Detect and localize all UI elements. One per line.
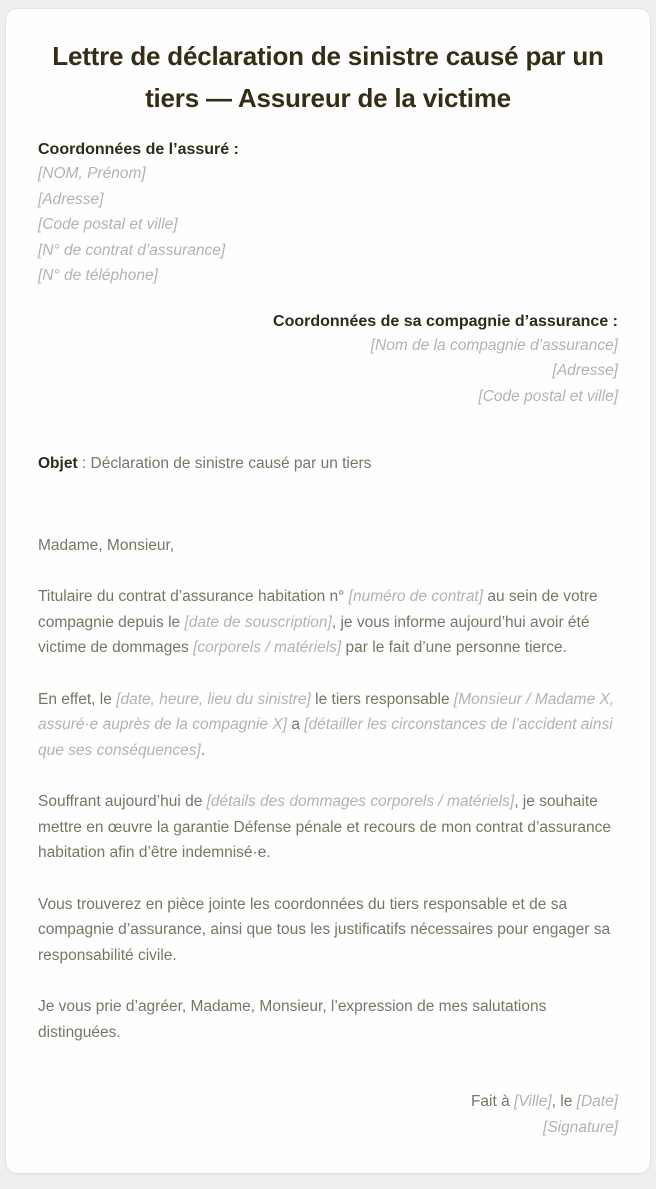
text-run: En effet, le <box>38 690 117 708</box>
label-text: Objet <box>38 455 78 472</box>
sender-phone-placeholder: [N° de téléphone] <box>38 267 158 284</box>
text-run: Titulaire du contrat d’assurance habitation n° <box>38 588 349 605</box>
recipient-address-placeholder: [Adresse] <box>552 362 618 379</box>
text-run: : Déclaration de sinistre causé par un tiers <box>77 455 372 472</box>
text-run: Vous trouverez en pièce jointe les coordonnées du tiers responsable et de sa compagnie d’assurance, ainsi que tous les justificatifs nécessaires pour engager sa responsabilité civile. <box>38 895 611 964</box>
closing-block <box>38 1089 618 1140</box>
sender-address-placeholder: [Adresse] <box>38 190 104 208</box>
text-run: a <box>287 716 305 733</box>
sender-name-placeholder: [NOM, Prénom] <box>38 165 146 182</box>
subject-line <box>38 451 618 477</box>
paragraph-closing-formula <box>38 994 618 1045</box>
placeholder-text: [numéro de contrat] <box>348 588 484 605</box>
sender-postal-city-placeholder: [Code postal et ville] <box>38 216 178 233</box>
recipient-coordinates-block <box>38 311 618 410</box>
placeholder-text: [Ville] <box>514 1093 552 1110</box>
sender-coordinates-block <box>38 139 618 289</box>
text-run: au sein de votre compagnie depuis le <box>38 588 598 631</box>
text-run: , le <box>551 1093 577 1110</box>
closing-date-line <box>38 1089 618 1115</box>
text-run: le tiers responsable <box>310 690 454 708</box>
paragraph-damages-guarantee <box>38 789 618 866</box>
sender-block-heading: Coordonnées de l’assuré : <box>38 141 239 158</box>
placeholder-text: [Date] <box>576 1093 618 1110</box>
signature-placeholder: [Signature] <box>543 1118 618 1136</box>
placeholder-text: [date, heure, lieu du sinistre] <box>116 690 311 708</box>
paragraph-contract-holder <box>38 584 618 661</box>
salutation: Madame, Monsieur, <box>38 536 175 554</box>
placeholder-text: [date de souscription] <box>184 613 332 631</box>
text-run: par le fait d’une personne tierce. <box>341 639 567 656</box>
recipient-block-heading: Coordonnées de sa compagnie d’assurance : <box>273 312 618 330</box>
placeholder-text: [corporels / matériels] <box>193 639 342 656</box>
letter-title: Lettre de déclaration de sinistre causé par un tiers — Assureur de la victime <box>52 41 604 113</box>
placeholder-text: [détails des dommages corporels / matériels] <box>206 793 515 810</box>
text-run: Je vous prie d’agréer, Madame, Monsieur, l’expression de mes salutations distinguées. <box>38 998 547 1041</box>
recipient-company-name-placeholder: [Nom de la compagnie d’assurance] <box>370 336 618 354</box>
text-run: . <box>200 741 206 759</box>
placeholder-text: [Monsieur / Madame X, assuré·e auprès de la compagnie X] <box>38 690 615 733</box>
recipient-postal-city-placeholder: [Code postal et ville] <box>478 387 618 405</box>
paragraph-attachments <box>38 892 618 969</box>
text-run: Souffrant aujourd’hui de <box>38 793 207 810</box>
text-run: , je vous informe aujourd’hui avoir été victime de dommages <box>38 613 590 656</box>
letter-card <box>5 8 651 1174</box>
placeholder-text: [détailler les circonstances de l’accident ainsi que ses conséquences] <box>38 716 613 759</box>
text-run: , je souhaite mettre en œuvre la garantie Défense pénale et recours de mon contrat d’assurance habitation afin d’être indemnisé·e. <box>38 793 611 861</box>
paragraph-incident-details <box>38 687 618 764</box>
text-run: Fait à <box>470 1093 515 1110</box>
sender-contract-number-placeholder: [N° de contrat d’assurance] <box>38 241 226 259</box>
